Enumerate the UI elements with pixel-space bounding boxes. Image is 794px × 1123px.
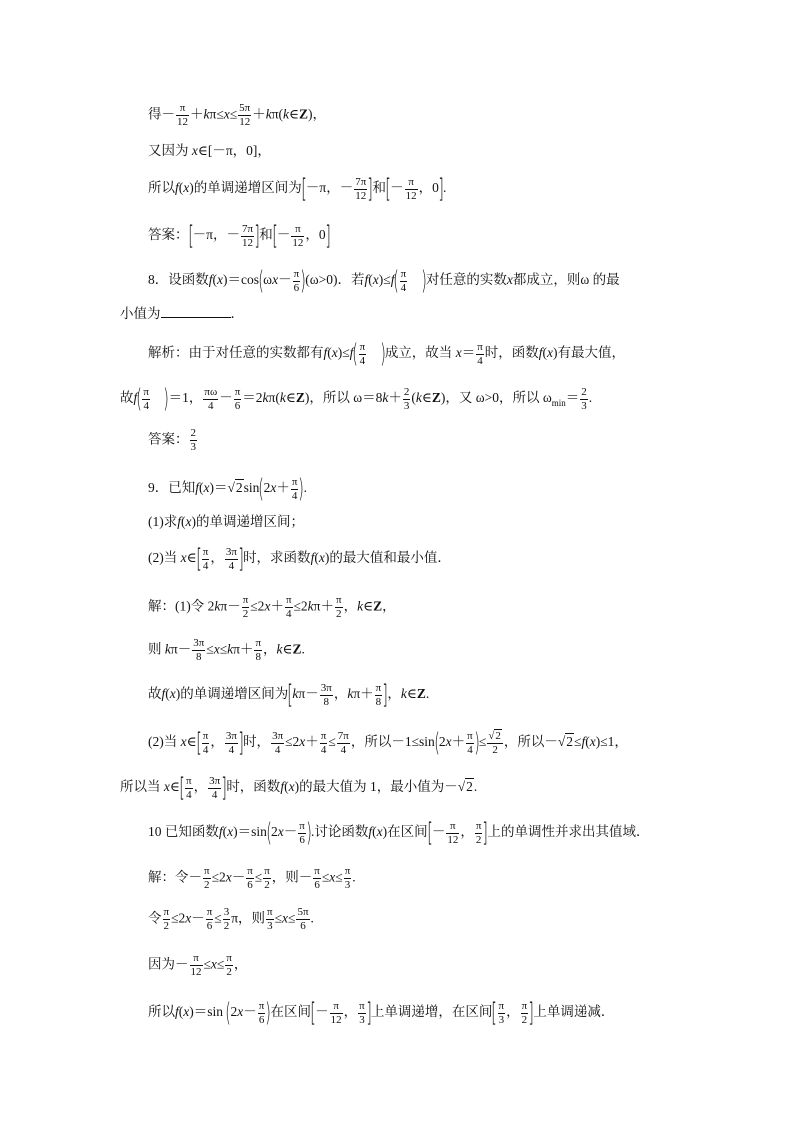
solution-line: 所以f(x)的单调递增区间为[－π，－ $\frac{7\pi}{12}$ ]和[－ $\frac{\pi}{12}$ ，0]. bbox=[148, 174, 447, 204]
solution-line: (2)当 x∈[ $\frac{\pi}{4}$ ， $\frac{3\pi}{4}$ ]时， $\frac{3\pi}{4}$ ≤2x＋ $\frac{\pi}{4}$ ≤ $\frac{7\pi}{4}$ ，所以－1≤sin(2x＋ $\frac{\pi}{4}$ )≤ $\frac{√2}{2}$ ，所以－√2≤f(x)≤1， bbox=[148, 728, 628, 758]
solution-line: 解：令－ $\frac{\pi}{2}$ ≤2x－ $\frac{\pi}{6}$ ≤ $\frac{\pi}{2}$ ，则－ $\frac{\pi}{6}$ ≤x≤ $\frac{\pi}{3}$ . bbox=[148, 865, 356, 891]
solution-line: 因为－ $\frac{\pi}{12}$ ≤x≤ $\frac{\pi}{2}$ ， bbox=[148, 952, 248, 978]
solution-line: 所以当 x∈[ $\frac{\pi}{4}$ ， $\frac{3\pi}{4}$ ]时，函数f(x)的最大值为 1，最小值为－√2. bbox=[120, 773, 478, 803]
solution-line: 解：(1)令 2kπ－ $\frac{\pi}{2}$ ≤2x＋ $\frac{\pi}{4}$ ≤2kπ＋ $\frac{\pi}{2}$ ，k∈Z， bbox=[148, 594, 396, 620]
answer-line: 答案：[－π，－ $\frac{7\pi}{12}$ ]和[－ $\frac{\pi}{12}$ ，0] bbox=[148, 221, 331, 251]
problem-10-statement: 10 已知函数f(x)＝sin(2x－ $\frac{\pi}{6}$ ).讨论函数f(x)在区间[－ $\frac{\pi}{12}$ ， $\frac{\pi}{2}$ ]上的单调性并求出其值域． bbox=[148, 818, 650, 848]
analysis-line: 故f( $\frac{\pi}{4}$ )＝1， $\frac{\pi\omega}{4}$ － $\frac{\pi}{6}$ ＝2kπ(k∈Z)，所以 ω＝8k＋ $\frac{2}{3}$ (k∈Z)，又 ω>0，所以 $\omega_{min}=$ $\frac{2}{3}$ . bbox=[120, 384, 593, 414]
problem-8-statement-cont: 小值为 ． bbox=[120, 306, 244, 321]
solution-line: 故f(x)的单调递增区间为[kπ－ $\frac{3\pi}{8}$ ，kπ＋ $\frac{\pi}{8}$ ]，k∈Z. bbox=[148, 680, 430, 710]
problem-8-statement: 8．设函数f(x)＝cos(ωx－ $\frac{\pi}{6}$ )(ω>0)．若f(x)≤f( $\frac{\pi}{4}$ )对任意的实数x都成立，则ω 的最 bbox=[148, 266, 620, 296]
solution-line: 得－ $\frac{\pi}{12}$ ＋kπ≤x≤ $\frac{5\pi}{12}$ ＋kπ(k∈Z)， bbox=[148, 102, 327, 128]
problem-9-part-2: (2)当 x∈[ $\frac{\pi}{4}$ ， $\frac{3\pi}{4}$ ]时，求函数f(x)的最大值和最小值． bbox=[148, 544, 451, 574]
problem-9-statement: 9．已知f(x)＝√2sin(2x＋ $\frac{\pi}{4}$ ). bbox=[148, 474, 307, 504]
problem-9-part-1: (1)求f(x)的单调递增区间； bbox=[148, 514, 305, 529]
solution-line: 则 kπ－ $\frac{3\pi}{8}$ ≤x≤kπ＋ $\frac{\pi}{8}$ ，k∈Z. bbox=[148, 637, 305, 663]
solution-line: 所以f(x)＝sin (2x－ $\frac{\pi}{6}$ )在区间[－ $\frac{\pi}{12}$ ， $\frac{\pi}{3}$ ]上单调递增，在区间[ $\frac{\pi}{3}$ ， $\frac{\pi}{2}$ ]上单调递减． bbox=[148, 998, 615, 1028]
analysis-line: 解析：由于对任意的实数都有f(x)≤f( $\frac{\pi}{4}$ )成立，故当 x＝ $\frac{\pi}{4}$ 时，函数f(x)有最大值， bbox=[148, 339, 626, 369]
answer-line: 答案： $\frac{2}{3}$ bbox=[148, 427, 196, 453]
solution-line: 又因为 x∈[－π，0]， bbox=[148, 143, 271, 158]
solution-line: 令 $\frac{\pi}{2}$ ≤2x－ $\frac{\pi}{6}$ ≤ $\frac{3}{2}$ π，则 $\frac{\pi}{3}$ ≤x≤ $\frac{5\pi}{6}$ . bbox=[148, 906, 314, 932]
